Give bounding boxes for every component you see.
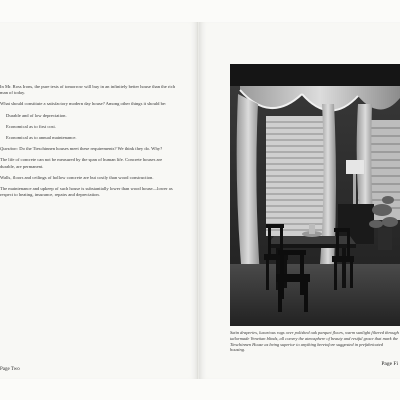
- paragraph: In Mr. Ross Irons, the pure tests of tomorrow will buy in an infinitely better house than the rich man of today.: [0, 84, 176, 96]
- paragraph: The maintenance and upkeep of such house is substantially lower than wood house—lower as respect to heating, insurance, repairs and depreciation.: [0, 186, 173, 198]
- left-page-text: [0, 84, 176, 203]
- right-page: [199, 22, 400, 379]
- page-number-left: Page Two: [0, 367, 20, 372]
- paragraph: [0, 146, 176, 152]
- photo-caption: Satin draperies, luxurious rugs over polished oak parquet floors, warm sunlight filtered through tailormade Venetian blinds, all convey the atmosphere of beauty and restful grace that mark the Tieschinnen House as being superior to anything heretofore suggested in prefabricated housing.: [230, 330, 399, 353]
- paragraph: The life of concrete can not be measured by the span of human life. Concrete houses are durable, are permanent.: [0, 157, 163, 169]
- left-page: [0, 22, 198, 379]
- page-number-right: Page Fi: [381, 361, 398, 367]
- paragraph: What should constitute a satisfactory modern day house? Among other things it should be:: [0, 101, 167, 107]
- list-item: Economical as to annual maintenance.: [6, 135, 77, 141]
- interior-photograph: [230, 64, 400, 326]
- dining-room-illustration: [230, 64, 400, 326]
- list-item: Durable and of low depreciation.: [6, 112, 67, 118]
- list-item: Economical as to first cost.: [6, 123, 56, 129]
- question-lead: Question:: [0, 146, 19, 152]
- question-text: Do the Tieschinnen houses meet these requirements? We think they do. Why?: [18, 146, 163, 152]
- paragraph: Walls, floors and ceilings of hollow concrete are but costly than wood construction.: [0, 174, 154, 180]
